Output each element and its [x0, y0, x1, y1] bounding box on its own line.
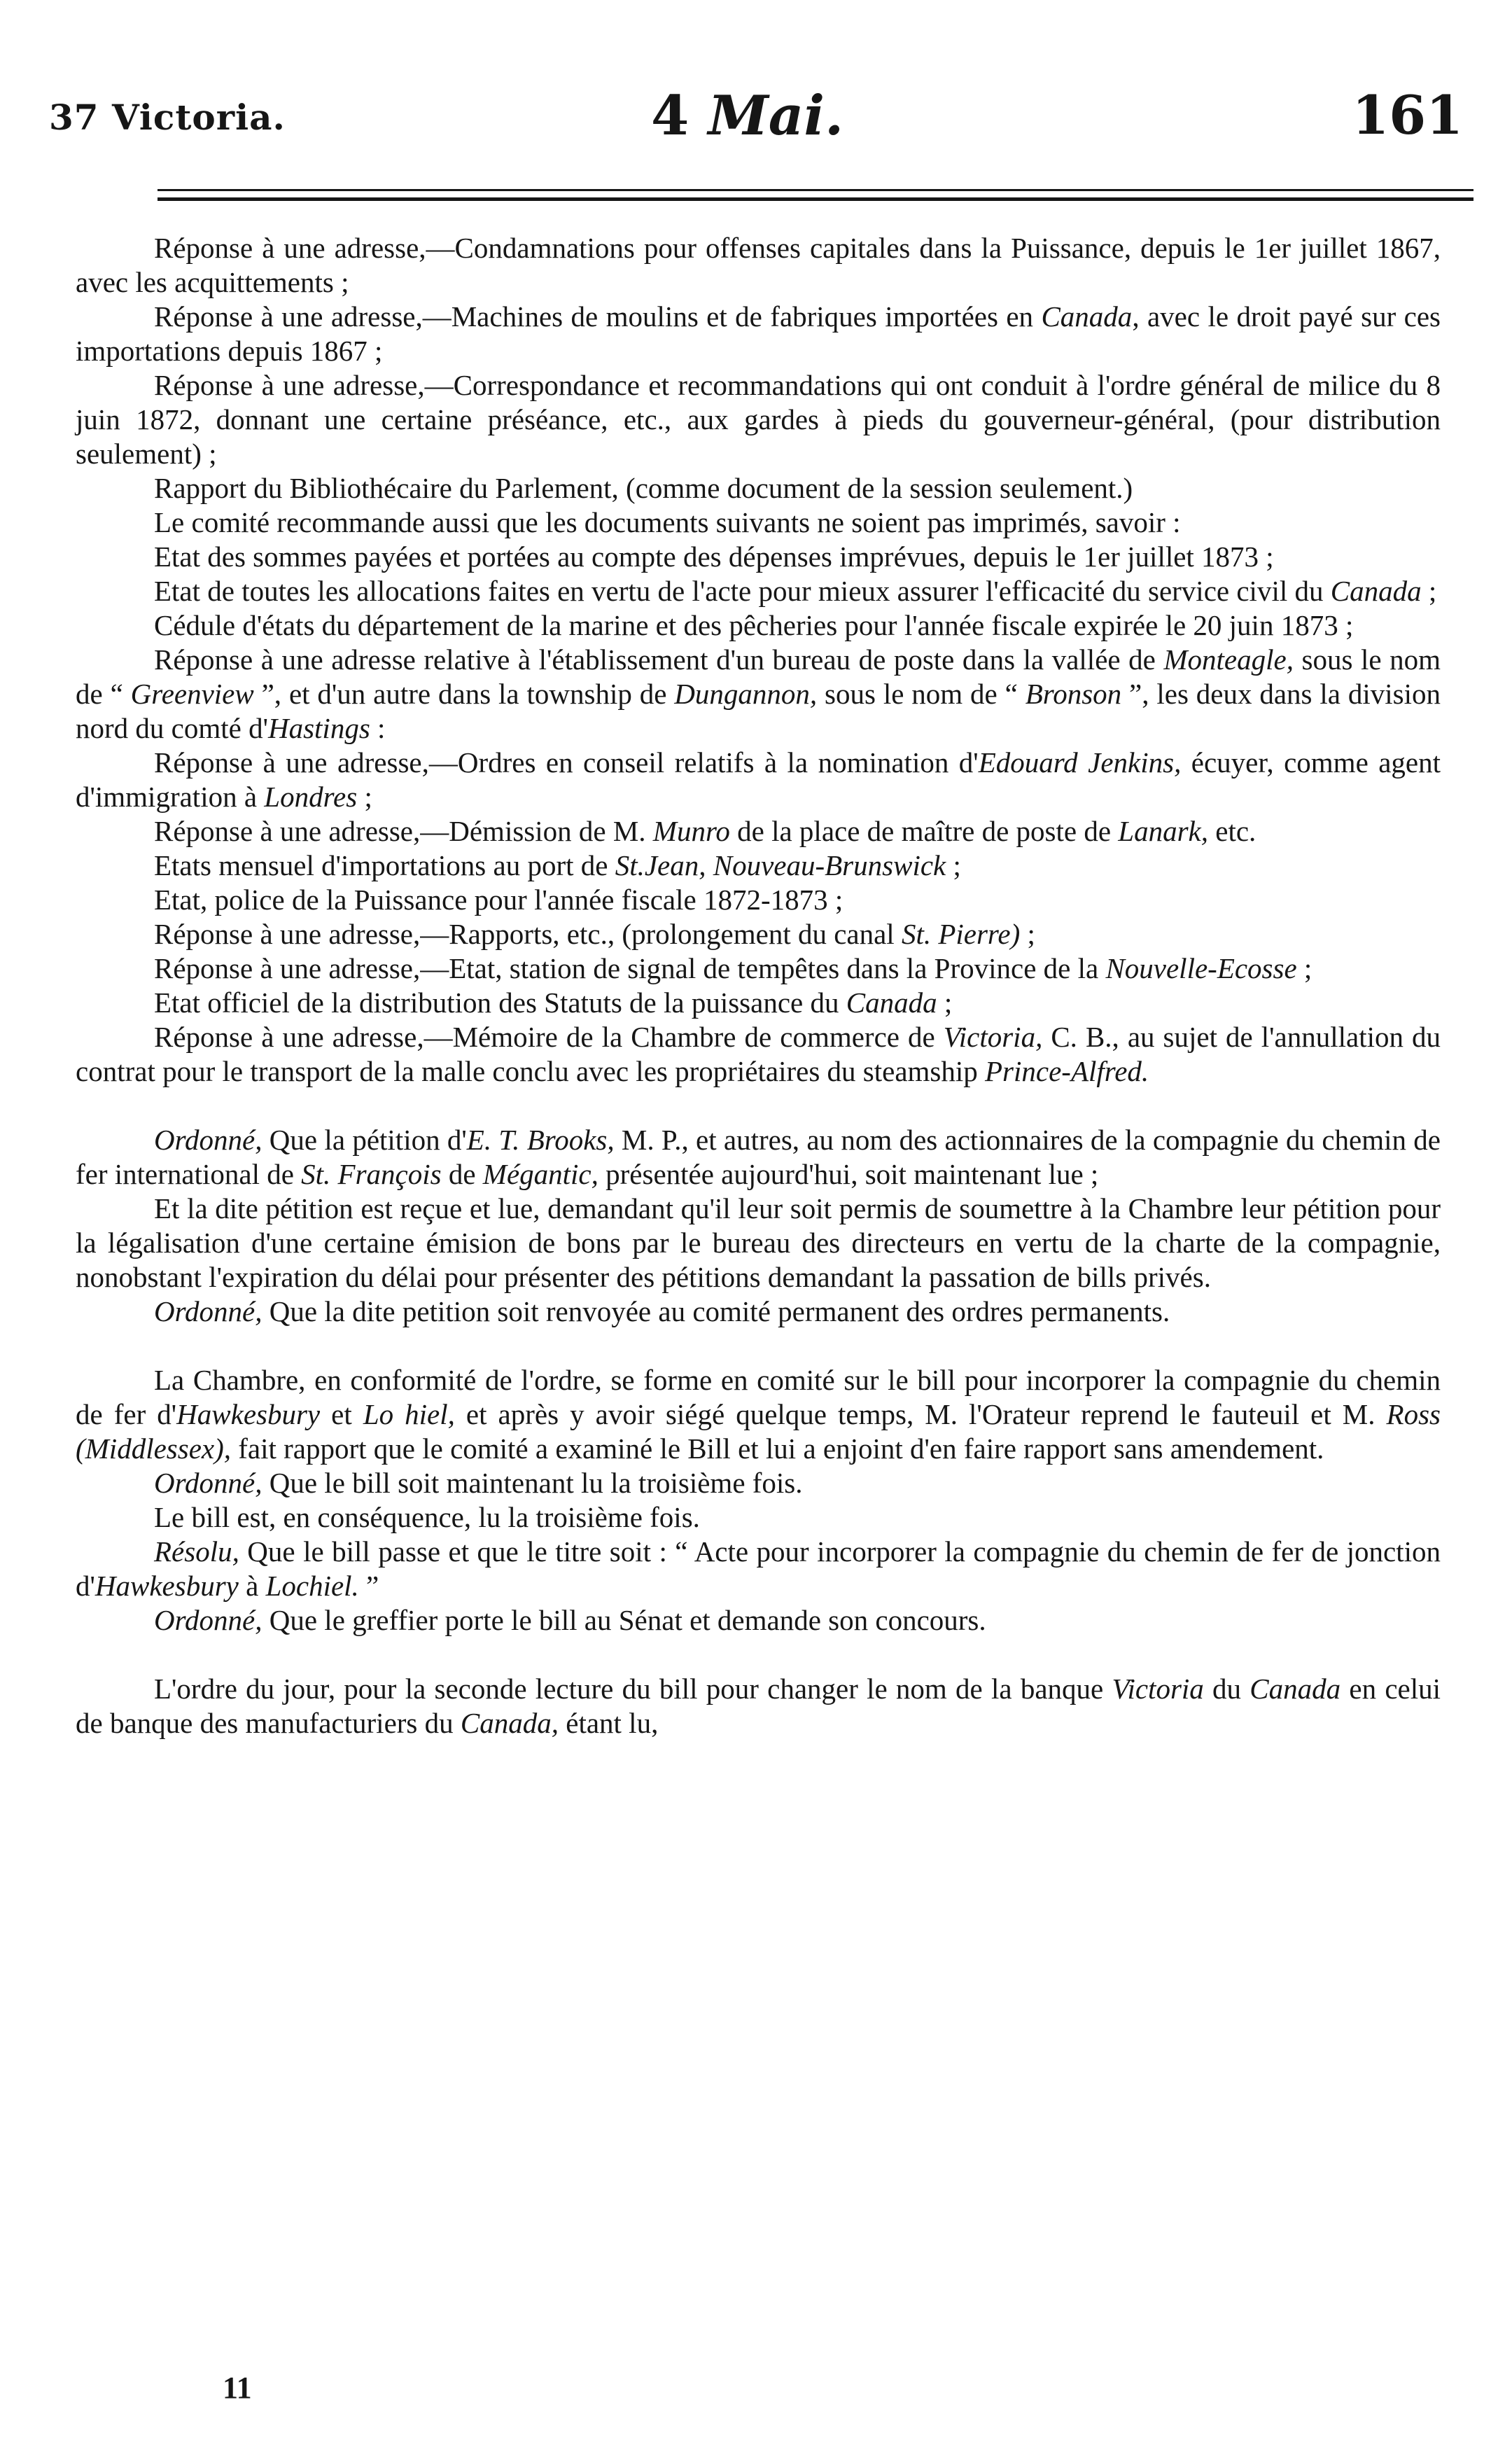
text-run: Réponse à une adresse,—Ordres en conseil relatifs à la nomination d': [154, 746, 979, 779]
header-rule-thin: [158, 189, 1474, 191]
italic-text: St.Jean, Nouveau-Brunswick: [615, 849, 946, 881]
page-body: [76, 231, 1441, 1740]
text-run: Que le greffier porte le bill au Sénat et demande son concours.: [262, 1604, 986, 1636]
italic-text: Londres: [264, 781, 358, 813]
text-run: Réponse à une adresse,—Démission de M.: [154, 815, 653, 847]
page-date: [651, 84, 844, 148]
header-rule-thick: [158, 197, 1474, 201]
text-run: Etat officiel de la distribution des Statuts de la puissance du: [154, 986, 846, 1019]
text-run: Que la pétition d': [262, 1124, 467, 1156]
text-run: ”: [358, 1570, 379, 1602]
text-run: La Chambre, en conformité de l'ordre, se forme en comité sur le bill pour incorporer la compagnie du chemin de fer d': [76, 1364, 1441, 1430]
italic-text: Canada: [1250, 1673, 1341, 1705]
italic-text: Hawkesbury: [94, 1570, 239, 1602]
text-run: ”, et d'un autre dans la township de: [253, 678, 675, 710]
italic-text: Lochiel.: [265, 1570, 359, 1602]
text-run: Réponse à une adresse,—Machines de moulins et de fabriques importées en: [154, 300, 1042, 333]
italic-text: Dungannon,: [674, 678, 818, 710]
italic-text: Lanark,: [1118, 815, 1208, 847]
text-run: C. B., au sujet de l'annullation du contrat pour le transport de la malle conclu avec les propriétaires du steamship: [76, 1021, 1441, 1087]
paragraph: [76, 574, 1441, 608]
text-run: de la place de maître de poste de: [729, 815, 1119, 847]
text-run: et: [320, 1398, 363, 1430]
italic-text: Prince-Alfred.: [985, 1055, 1149, 1087]
italic-text: Canada,: [460, 1707, 559, 1739]
text-run: présentée aujourd'hui, soit maintenant lue ;: [598, 1158, 1099, 1190]
text-run: ;: [1296, 952, 1312, 984]
italic-text: Ordonné,: [154, 1604, 262, 1636]
italic-text: Nouvelle-Ecosse: [1105, 952, 1297, 984]
paragraph: [76, 471, 1441, 505]
text-run: ;: [357, 781, 372, 813]
paragraph: [76, 1363, 1441, 1466]
text-run: ;: [1421, 575, 1437, 607]
italic-text: St. Pierre): [901, 918, 1021, 950]
paragraph: [76, 1192, 1441, 1295]
text-run: :: [370, 712, 386, 744]
text-run: fait rapport que le comité a examiné le Bill et lui a enjoint d'en faire rapport sans amendement.: [231, 1432, 1324, 1465]
text-run: etc.: [1208, 815, 1256, 847]
text-run: Etat de toutes les allocations faites en vertu de l'acte pour mieux assurer l'efficacité du service civil du: [154, 575, 1331, 607]
italic-text: Victoria,: [943, 1021, 1043, 1053]
paragraph: [76, 300, 1441, 368]
signature-mark: 11: [223, 2371, 252, 2405]
text-run: L'ordre du jour, pour la seconde lecture du bill pour changer le nom de la banque: [154, 1673, 1112, 1705]
text-run: de: [441, 1158, 483, 1190]
paragraph: [76, 1020, 1441, 1089]
text-run: Réponse à une adresse,—Correspondance et recommandations qui ont conduit à l'ordre général de milice du 8 juin 1872, donnant une certaine préséance, etc., aux gardes à pieds du gouverneur-général, (pour distribution seulement) ;: [76, 369, 1441, 470]
italic-text: Victoria: [1112, 1673, 1204, 1705]
text-run: Et la dite pétition est reçue et lue, demandant qu'il leur soit permis de soumettre à la Chambre leur pétition pour la légalisation d'une certaine émision de bons par le bureau des directeurs en vertu de la charte de la compagnie, nonobstant l'expiration du délai pour présenter des pétitions demandant la passation de bills privés.: [76, 1192, 1441, 1293]
paragraph: [76, 1295, 1441, 1329]
text-run: Le comité recommande aussi que les documents suivants ne soient pas imprimés, savoir :: [154, 506, 1181, 538]
text-run: Etat, police de la Puissance pour l'année fiscale 1872-1873 ;: [154, 884, 844, 916]
italic-text: Greenview: [130, 678, 254, 710]
paragraph: [76, 986, 1441, 1020]
paragraph: [76, 1500, 1441, 1535]
italic-text: Ross (Middlessex),: [76, 1398, 1441, 1465]
italic-text: Canada: [1330, 575, 1422, 607]
italic-text: St. François: [301, 1158, 442, 1190]
italic-text: Lo hiel,: [363, 1398, 455, 1430]
text-run: Réponse à une adresse,—Condamnations pour offenses capitales dans la Puissance, depuis le 1er juillet 1867, avec les acquittements ;: [76, 232, 1441, 298]
text-run: , avec le droit payé sur ces importations depuis 1867 ;: [76, 300, 1441, 367]
text-run: Réponse à une adresse,—Etat, station de signal de tempêtes dans la Province de la: [154, 952, 1106, 984]
text-run: M. P., et autres, au nom des actionnaires de la compagnie du chemin de fer international de: [76, 1124, 1441, 1190]
text-run: écuyer, comme agent d'immigration à: [76, 746, 1441, 813]
page-header: [49, 84, 1463, 168]
italic-text: Edouard Jenkins,: [978, 746, 1182, 779]
date-month: Mai.: [708, 84, 844, 148]
italic-text: Bronson: [1025, 678, 1122, 710]
text-run: Rapport du Bibliothécaire du Parlement, (comme document de la session seulement.): [154, 472, 1133, 504]
paragraph: [76, 1123, 1441, 1192]
paragraph: [76, 1535, 1441, 1603]
text-run: du: [1203, 1673, 1250, 1705]
italic-text: Monteagle,: [1163, 643, 1294, 676]
text-run: étant lu,: [559, 1707, 659, 1739]
paragraph: [76, 643, 1441, 746]
text-run: Que le bill soit maintenant lu la troisième fois.: [262, 1467, 803, 1499]
date-day: 4: [651, 84, 690, 148]
text-run: Réponse à une adresse relative à l'établissement d'un bureau de poste dans la vallée de: [154, 643, 1164, 676]
text-run: Le bill est, en conséquence, lu la troisième fois.: [154, 1501, 700, 1533]
paragraph: [76, 814, 1441, 849]
text-run: Etat des sommes payées et portées au compte des dépenses imprévues, depuis le 1er juillet 1873 ;: [154, 540, 1274, 573]
italic-text: Canada: [1041, 300, 1133, 333]
paragraph: [76, 505, 1441, 540]
text-run: Etats mensuel d'importations au port de: [154, 849, 615, 881]
paragraph: [76, 849, 1441, 883]
text-run: en celui de banque des manufacturiers du: [76, 1673, 1441, 1739]
paragraph: [76, 540, 1441, 574]
italic-text: Résolu,: [154, 1535, 239, 1568]
text-run: Cédule d'états du département de la marine et des pêcheries pour l'année fiscale expirée le 20 juin 1873 ;: [154, 609, 1354, 641]
italic-text: E. T. Brooks,: [466, 1124, 615, 1156]
paragraph: [76, 746, 1441, 814]
text-run: Que la dite petition soit renvoyée au comité permanent des ordres permanents.: [262, 1295, 1170, 1327]
italic-text: Munro: [652, 815, 730, 847]
text-run: Que le bill passe et que le titre soit : “ Acte pour incorporer la compagnie du chemin de fer de jonction d': [76, 1535, 1441, 1602]
italic-text: Hawkesbury: [176, 1398, 321, 1430]
text-run: et après y avoir siégé quelque temps, M. l'Orateur reprend le fauteuil et M.: [454, 1398, 1387, 1430]
text-run: sous le nom de “: [817, 678, 1026, 710]
italic-text: Canada: [846, 986, 937, 1019]
paragraph: [76, 608, 1441, 643]
paragraph: [76, 951, 1441, 986]
italic-text: Mégantic,: [482, 1158, 598, 1190]
text-run: ;: [1020, 918, 1035, 950]
page-number: 161: [1352, 84, 1463, 146]
paragraph: [76, 917, 1441, 951]
italic-text: Ordonné,: [154, 1295, 262, 1327]
paragraph: [76, 883, 1441, 917]
text-run: à: [238, 1570, 266, 1602]
session-label: 37 Victoria.: [49, 97, 286, 138]
paragraph: [76, 231, 1441, 300]
text-run: ;: [937, 986, 953, 1019]
text-run: Réponse à une adresse,—Rapports, etc., (prolongement du canal: [154, 918, 902, 950]
paragraph: [76, 1603, 1441, 1638]
paragraph: [76, 1466, 1441, 1500]
paragraph: [76, 368, 1441, 471]
italic-text: Ordonné,: [154, 1467, 262, 1499]
text-run: ”, les deux dans la division nord du comté d': [76, 678, 1441, 744]
text-run: sous le nom de “: [76, 643, 1441, 710]
text-run: ;: [946, 849, 961, 881]
text-run: Réponse à une adresse,—Mémoire de la Chambre de commerce de: [154, 1021, 944, 1053]
italic-text: Ordonné,: [154, 1124, 262, 1156]
italic-text: Hastings: [267, 712, 370, 744]
paragraph: [76, 1672, 1441, 1740]
